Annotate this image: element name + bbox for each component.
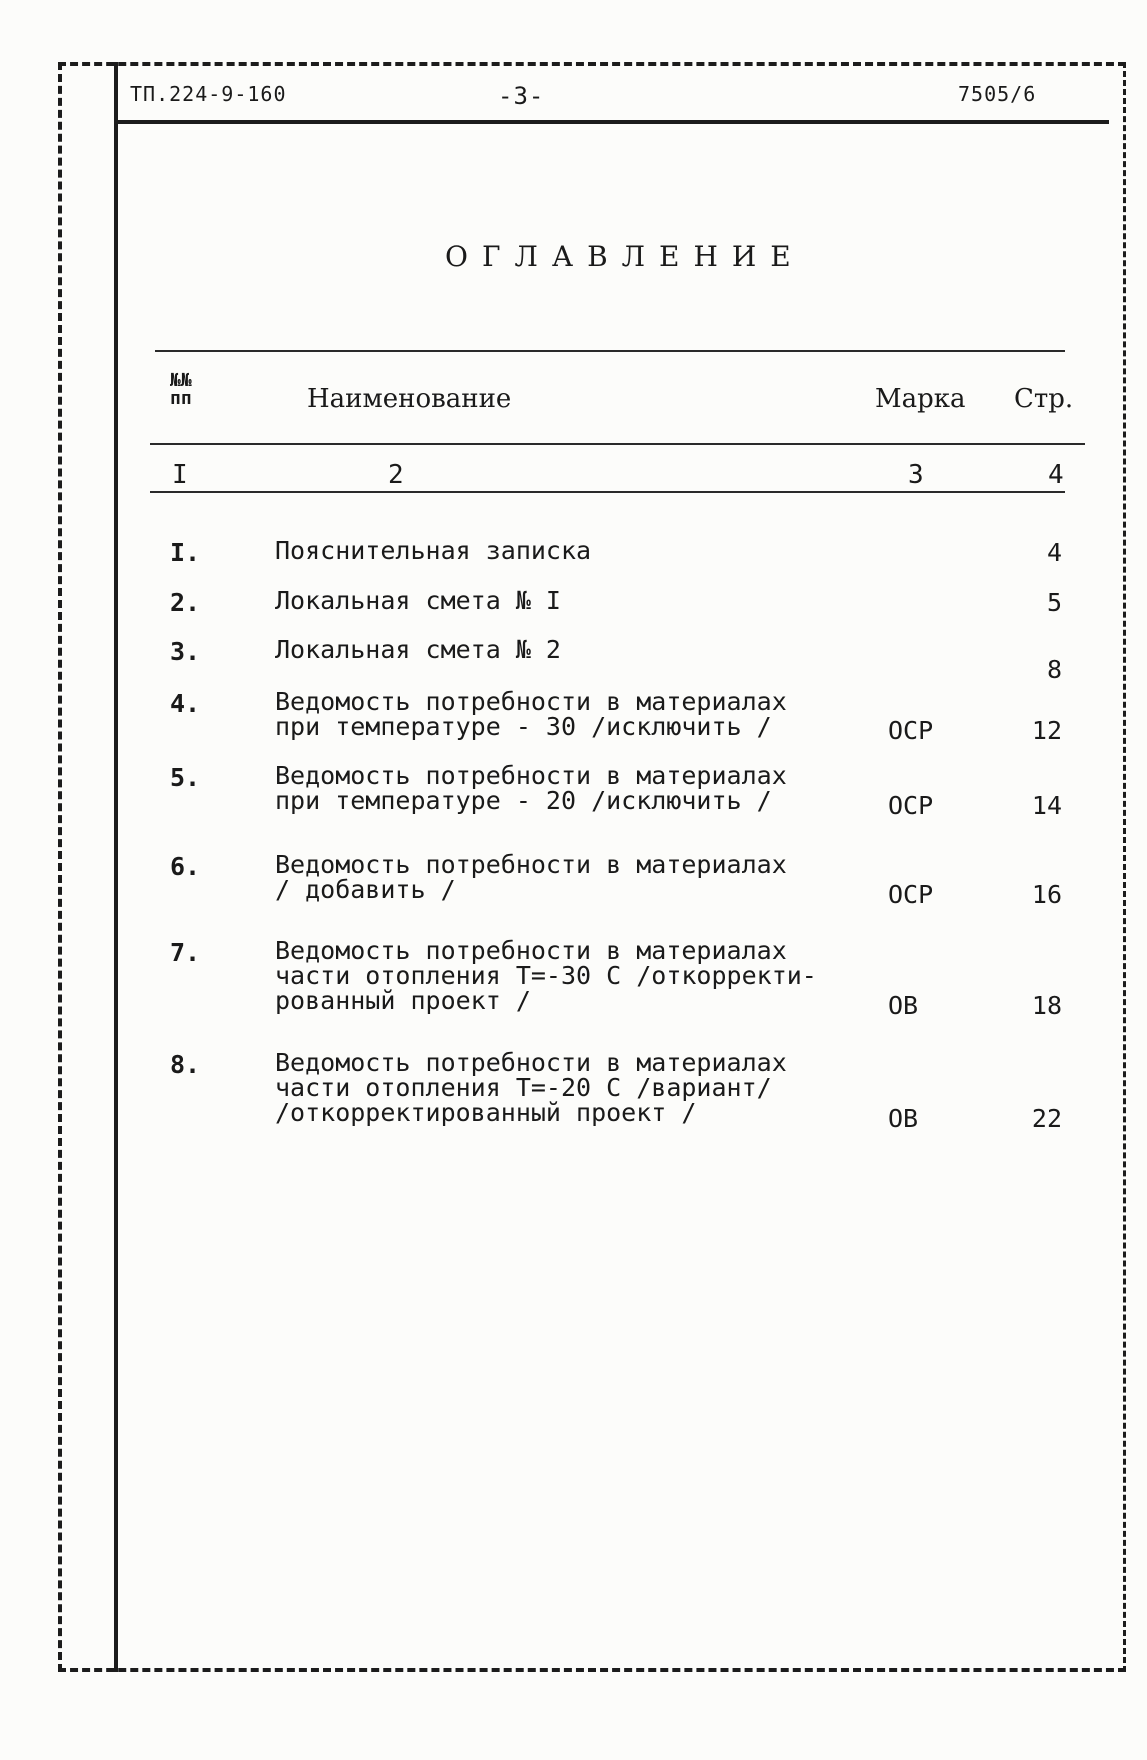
table-top-rule	[155, 350, 1065, 352]
row-name: Локальная смета № 2	[275, 635, 561, 664]
row-mark: ОВ	[888, 991, 919, 1020]
row-page: 16	[1031, 880, 1062, 909]
column-header-no: №№ пп	[170, 370, 192, 409]
row-number: 5.	[170, 763, 201, 792]
column-header-page: Стр.	[1014, 384, 1074, 414]
row-name: Ведомость потребности в материалах части отопления Т=-30 С /откорректи- рованный проект /	[275, 936, 817, 1015]
archive-number: 7505/6	[958, 82, 1037, 106]
row-name: Локальная смета № I	[275, 586, 561, 615]
row-number: I.	[170, 538, 201, 567]
row-page: 22	[1031, 1104, 1062, 1133]
row-page: 8	[1046, 655, 1062, 684]
row-number: 4.	[170, 689, 201, 718]
row-mark: ОСР	[888, 880, 934, 909]
table-numbering-rule	[150, 491, 1065, 493]
sheet-number: -3-	[498, 82, 545, 110]
row-name: Ведомость потребности в материалах при температуре - 20 /исключить /	[275, 761, 787, 815]
column-header-mark: Марка	[875, 384, 966, 414]
column-number-1: I	[172, 460, 188, 490]
row-number: 7.	[170, 938, 201, 967]
row-page: 5	[1046, 588, 1062, 617]
row-name: Пояснительная записка	[275, 536, 592, 565]
row-page: 18	[1031, 991, 1062, 1020]
row-mark: ОВ	[888, 1104, 919, 1133]
column-number-4: 4	[1048, 460, 1064, 490]
column-number-3: 3	[908, 460, 924, 490]
column-number-2: 2	[388, 460, 404, 490]
page-title: ОГЛАВЛЕНИЕ	[445, 240, 805, 273]
header-rule	[114, 120, 1109, 124]
table-header-rule	[150, 443, 1085, 445]
row-page: 12	[1031, 716, 1062, 745]
row-number: 2.	[170, 588, 201, 617]
row-number: 3.	[170, 637, 201, 666]
binding-margin-line	[114, 62, 118, 1672]
row-page: 4	[1046, 538, 1062, 567]
document-code: ТП.224-9-160	[130, 82, 287, 106]
row-page: 14	[1031, 791, 1062, 820]
row-mark: ОСР	[888, 716, 934, 745]
row-name: Ведомость потребности в материалах / добавить /	[275, 850, 787, 904]
row-number: 8.	[170, 1050, 201, 1079]
row-mark: ОСР	[888, 791, 934, 820]
row-number: 6.	[170, 852, 201, 881]
column-header-name: Наименование	[307, 384, 512, 414]
row-name: Ведомость потребности в материалах части отопления Т=-20 С /вариант/ /откорректированный проект /	[275, 1048, 787, 1127]
row-name: Ведомость потребности в материалах при температуре - 30 /исключить /	[275, 687, 787, 741]
